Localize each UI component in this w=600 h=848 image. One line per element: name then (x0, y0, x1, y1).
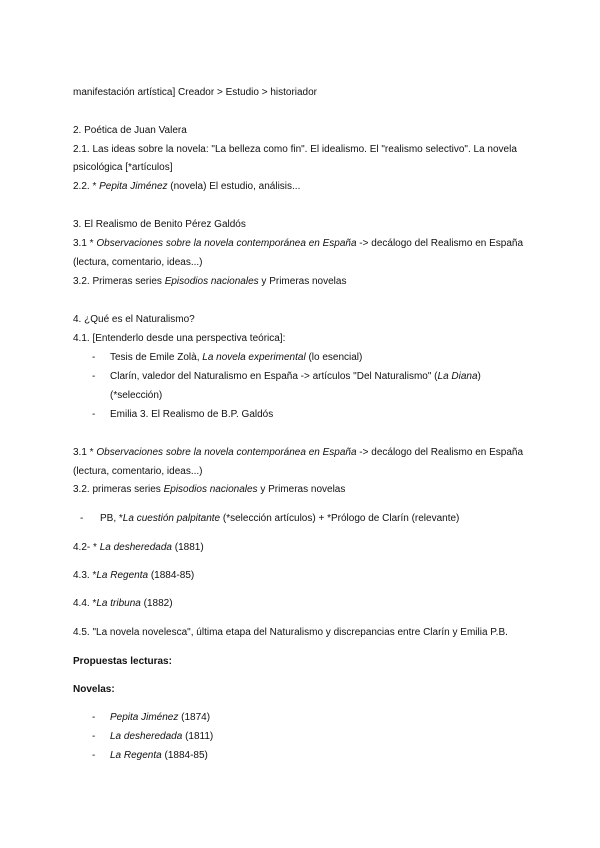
text-line (73, 143, 517, 156)
text-prefix: Clarín, valedor del Naturalismo en España -> artículos "Del Naturalismo" ( (110, 371, 438, 382)
book-title: La Regenta (110, 750, 162, 761)
paragraph-text: manifestación artística] Creador > Estudio > historiador (73, 87, 318, 98)
text-suffix: (1884-85) (148, 570, 195, 581)
section-heading (73, 218, 246, 231)
text-line (73, 180, 300, 193)
list-item (110, 749, 208, 762)
text-line (73, 446, 523, 459)
book-title: La tribuna (96, 598, 141, 609)
text-prefix: 3.2. primeras series (73, 484, 164, 495)
text-suffix: (*selección artículos) + *Prólogo de Clarín (relevante) (220, 513, 460, 524)
bullet-dash: - (92, 352, 96, 363)
paragraph-text: Emilia 3. El Realismo de B.P. Galdós (110, 409, 274, 420)
text-suffix: (lo esencial) (305, 352, 363, 363)
text-prefix: 4.4. * (73, 598, 97, 609)
text-suffix: (1874) (178, 712, 211, 723)
heading-text: Propuestas lecturas: (73, 656, 172, 667)
section-heading (73, 655, 172, 668)
text-suffix: (novela) El estudio, análisis... (167, 181, 301, 192)
text-suffix: (1882) (140, 598, 173, 609)
section-heading (73, 313, 195, 326)
book-title: La desheredada (99, 542, 172, 553)
text-line (73, 256, 203, 269)
text-suffix: (1811) (182, 731, 214, 742)
text-prefix: 3.1 * (73, 447, 97, 458)
text-suffix: ) (477, 371, 481, 382)
text-line (73, 541, 204, 554)
list-item (110, 351, 362, 364)
list-item-continuation (110, 389, 162, 402)
text-line (73, 86, 317, 99)
text-line (73, 597, 173, 610)
text-prefix: 2.2. * (73, 181, 100, 192)
book-title: Episodios nacionales (163, 484, 258, 495)
text-line (73, 569, 194, 582)
book-title: La Diana (437, 371, 478, 382)
bullet-dash: - (92, 371, 96, 382)
book-title: Pepita Jiménez (110, 712, 179, 723)
paragraph-text: (lectura, comentario, ideas...) (73, 466, 203, 477)
text-line (73, 161, 173, 174)
text-line (73, 332, 285, 345)
section-heading (73, 124, 187, 137)
paragraph-text: (*selección) (110, 390, 163, 401)
book-title: La cuestión palpitante (122, 513, 221, 524)
book-title: La desheredada (110, 731, 183, 742)
bullet-dash: - (92, 712, 96, 723)
bullet-dash: - (92, 750, 96, 761)
text-prefix: Tesis de Emile Zolà, (110, 352, 203, 363)
section-heading (73, 683, 115, 696)
list-item (110, 370, 481, 383)
text-suffix: y Primeras novelas (258, 276, 347, 287)
text-suffix: -> decálogo del Realismo en España (356, 447, 524, 458)
text-suffix: y Primeras novelas (257, 484, 346, 495)
text-prefix: 3.2. Primeras series (73, 276, 165, 287)
paragraph-text: psicológica [*artículos] (73, 162, 173, 173)
text-line (73, 275, 346, 288)
text-line (73, 483, 345, 496)
book-title: Observaciones sobre la novela contemporánea en España (96, 447, 357, 458)
text-prefix: 4.2- * (73, 542, 100, 553)
paragraph-text: 4.1. [Entenderlo desde una perspectiva teórica]: (73, 333, 286, 344)
paragraph-text: 4.5. "La novela novelesca", última etapa del Naturalismo y discrepancias entre Clarín y Emilia P.B. (73, 627, 508, 638)
paragraph-text: 2.1. Las ideas sobre la novela: "La belleza como fin". El idealismo. El "realismo selectivo". La novela (73, 144, 517, 155)
list-item (110, 711, 210, 724)
text-prefix: PB, * (100, 513, 123, 524)
bullet-dash: - (80, 513, 84, 524)
text-line (73, 626, 508, 639)
book-title: La novela experimental (202, 352, 306, 363)
text-suffix: (1881) (171, 542, 204, 553)
heading-text: 2. Poética de Juan Valera (73, 125, 187, 136)
book-title: Pepita Jiménez (99, 181, 168, 192)
text-suffix: -> decálogo del Realismo en España (356, 238, 524, 249)
list-item (100, 512, 459, 525)
text-line (73, 465, 203, 478)
bullet-dash: - (92, 409, 96, 420)
list-item (110, 730, 213, 743)
text-prefix: 4.3. * (73, 570, 97, 581)
heading-text: Novelas: (73, 684, 115, 695)
heading-text: 4. ¿Qué es el Naturalismo? (73, 314, 195, 325)
list-item (110, 408, 273, 421)
heading-text: 3. El Realismo de Benito Pérez Galdós (73, 219, 246, 230)
book-title: Observaciones sobre la novela contemporánea en España (96, 238, 357, 249)
book-title: Episodios nacionales (164, 276, 259, 287)
book-title: La Regenta (96, 570, 149, 581)
text-prefix: 3.1 * (73, 238, 97, 249)
paragraph-text: (lectura, comentario, ideas...) (73, 257, 203, 268)
bullet-dash: - (92, 731, 96, 742)
text-suffix: (1884-85) (161, 750, 208, 761)
text-line (73, 237, 523, 250)
